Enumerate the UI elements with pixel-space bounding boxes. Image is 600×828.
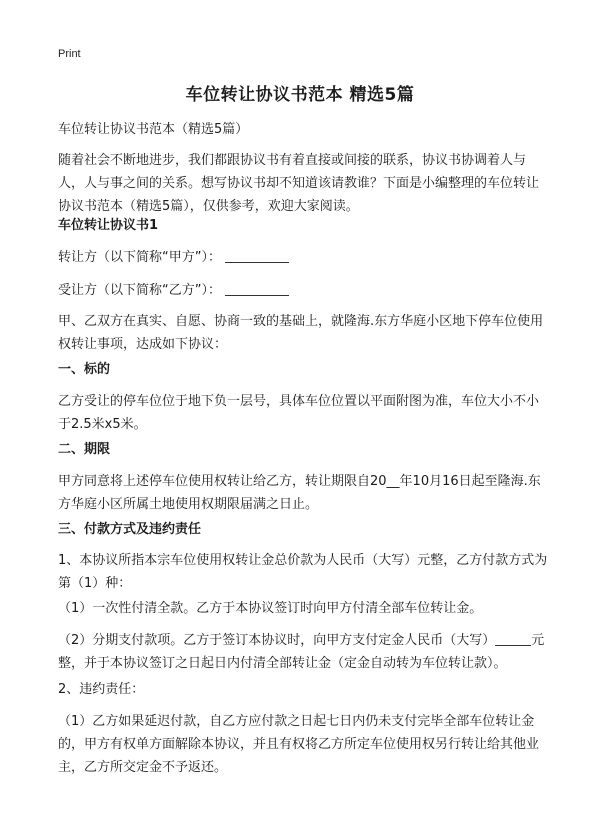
document-subtitle: 车位转让协议书范本（精选5篇） xyxy=(58,122,249,137)
payment-option-2 xyxy=(58,629,550,675)
subject-paragraph: 乙方受让的停车位位于地下负一层号，具体车位位置以平面附图为准，车位大小不小于2.5米x5米。 xyxy=(58,394,540,432)
page-title: 车位转让协议书范本 精选5篇 xyxy=(185,85,415,105)
heading-subject: 一、标的 xyxy=(58,362,111,377)
transferee-label: 受让方（以下简称“乙方”）： xyxy=(58,283,221,298)
agreement-paragraph: 甲、乙双方在真实、自愿、协商一致的基础上，就隆海.东方华庭小区地下停车位使用权转让事项，达成如下协议： xyxy=(58,314,544,352)
payment-option-2-part-a: （2）分期支付款项。乙方于签订本协议时，向甲方支付定金人民币（大写） xyxy=(58,633,496,648)
heading-term: 二、期限 xyxy=(58,442,111,457)
term-paragraph: 甲方同意将上述停车位使用权转让给乙方，转让期限自20__年10月16日起至隆海.东方华庭小区所属土地使用权期限届满之日止。 xyxy=(58,474,541,512)
payment-clause-1: 1、本协议所指本宗车位使用权转让金总价款为人民币（大写）元整，乙方付款方式为第（1）种： xyxy=(58,553,548,591)
payment-option-1: （1）一次性付清全款。乙方于本协议签订时向甲方付清全部车位转让金。 xyxy=(58,601,483,616)
section-heading-1: 车位转让协议书1 xyxy=(58,218,159,233)
transferor-blank xyxy=(225,248,289,263)
breach-heading: 2、违约责任： xyxy=(58,682,145,697)
transferee-blank xyxy=(225,281,289,296)
breach-clause-1: （1）乙方如果延迟付款，自乙方应付款之日起七日内仍未支付完毕全部车位转让金的，甲方有权单方面解除本协议，并且有权将乙方所定车位使用权另行转让给其他业主，乙方所交定金不予返还。 xyxy=(58,714,540,775)
print-label: Print xyxy=(58,48,81,60)
heading-payment: 三、付款方式及违约责任 xyxy=(58,522,202,537)
transferor-label: 转让方（以下简称“甲方”）： xyxy=(58,250,221,265)
transferor-line xyxy=(58,246,550,269)
transferee-line xyxy=(58,279,550,302)
payment-option-2-part-b: 元整，并于本协议签订之日起日内付清全部转让金（定金自动转为车位转让款）。 xyxy=(58,633,545,671)
intro-paragraph: 随着社会不断地进步，我们都跟协议书有着直接或间接的联系，协议书协调着人与人，人与事之间的关系。想写协议书却不知道该请教谁？下面是小编整理的车位转让协议书范本（精选5篇），仅供参考，欢迎大家阅读。 xyxy=(58,153,540,214)
deposit-blank xyxy=(495,631,531,646)
